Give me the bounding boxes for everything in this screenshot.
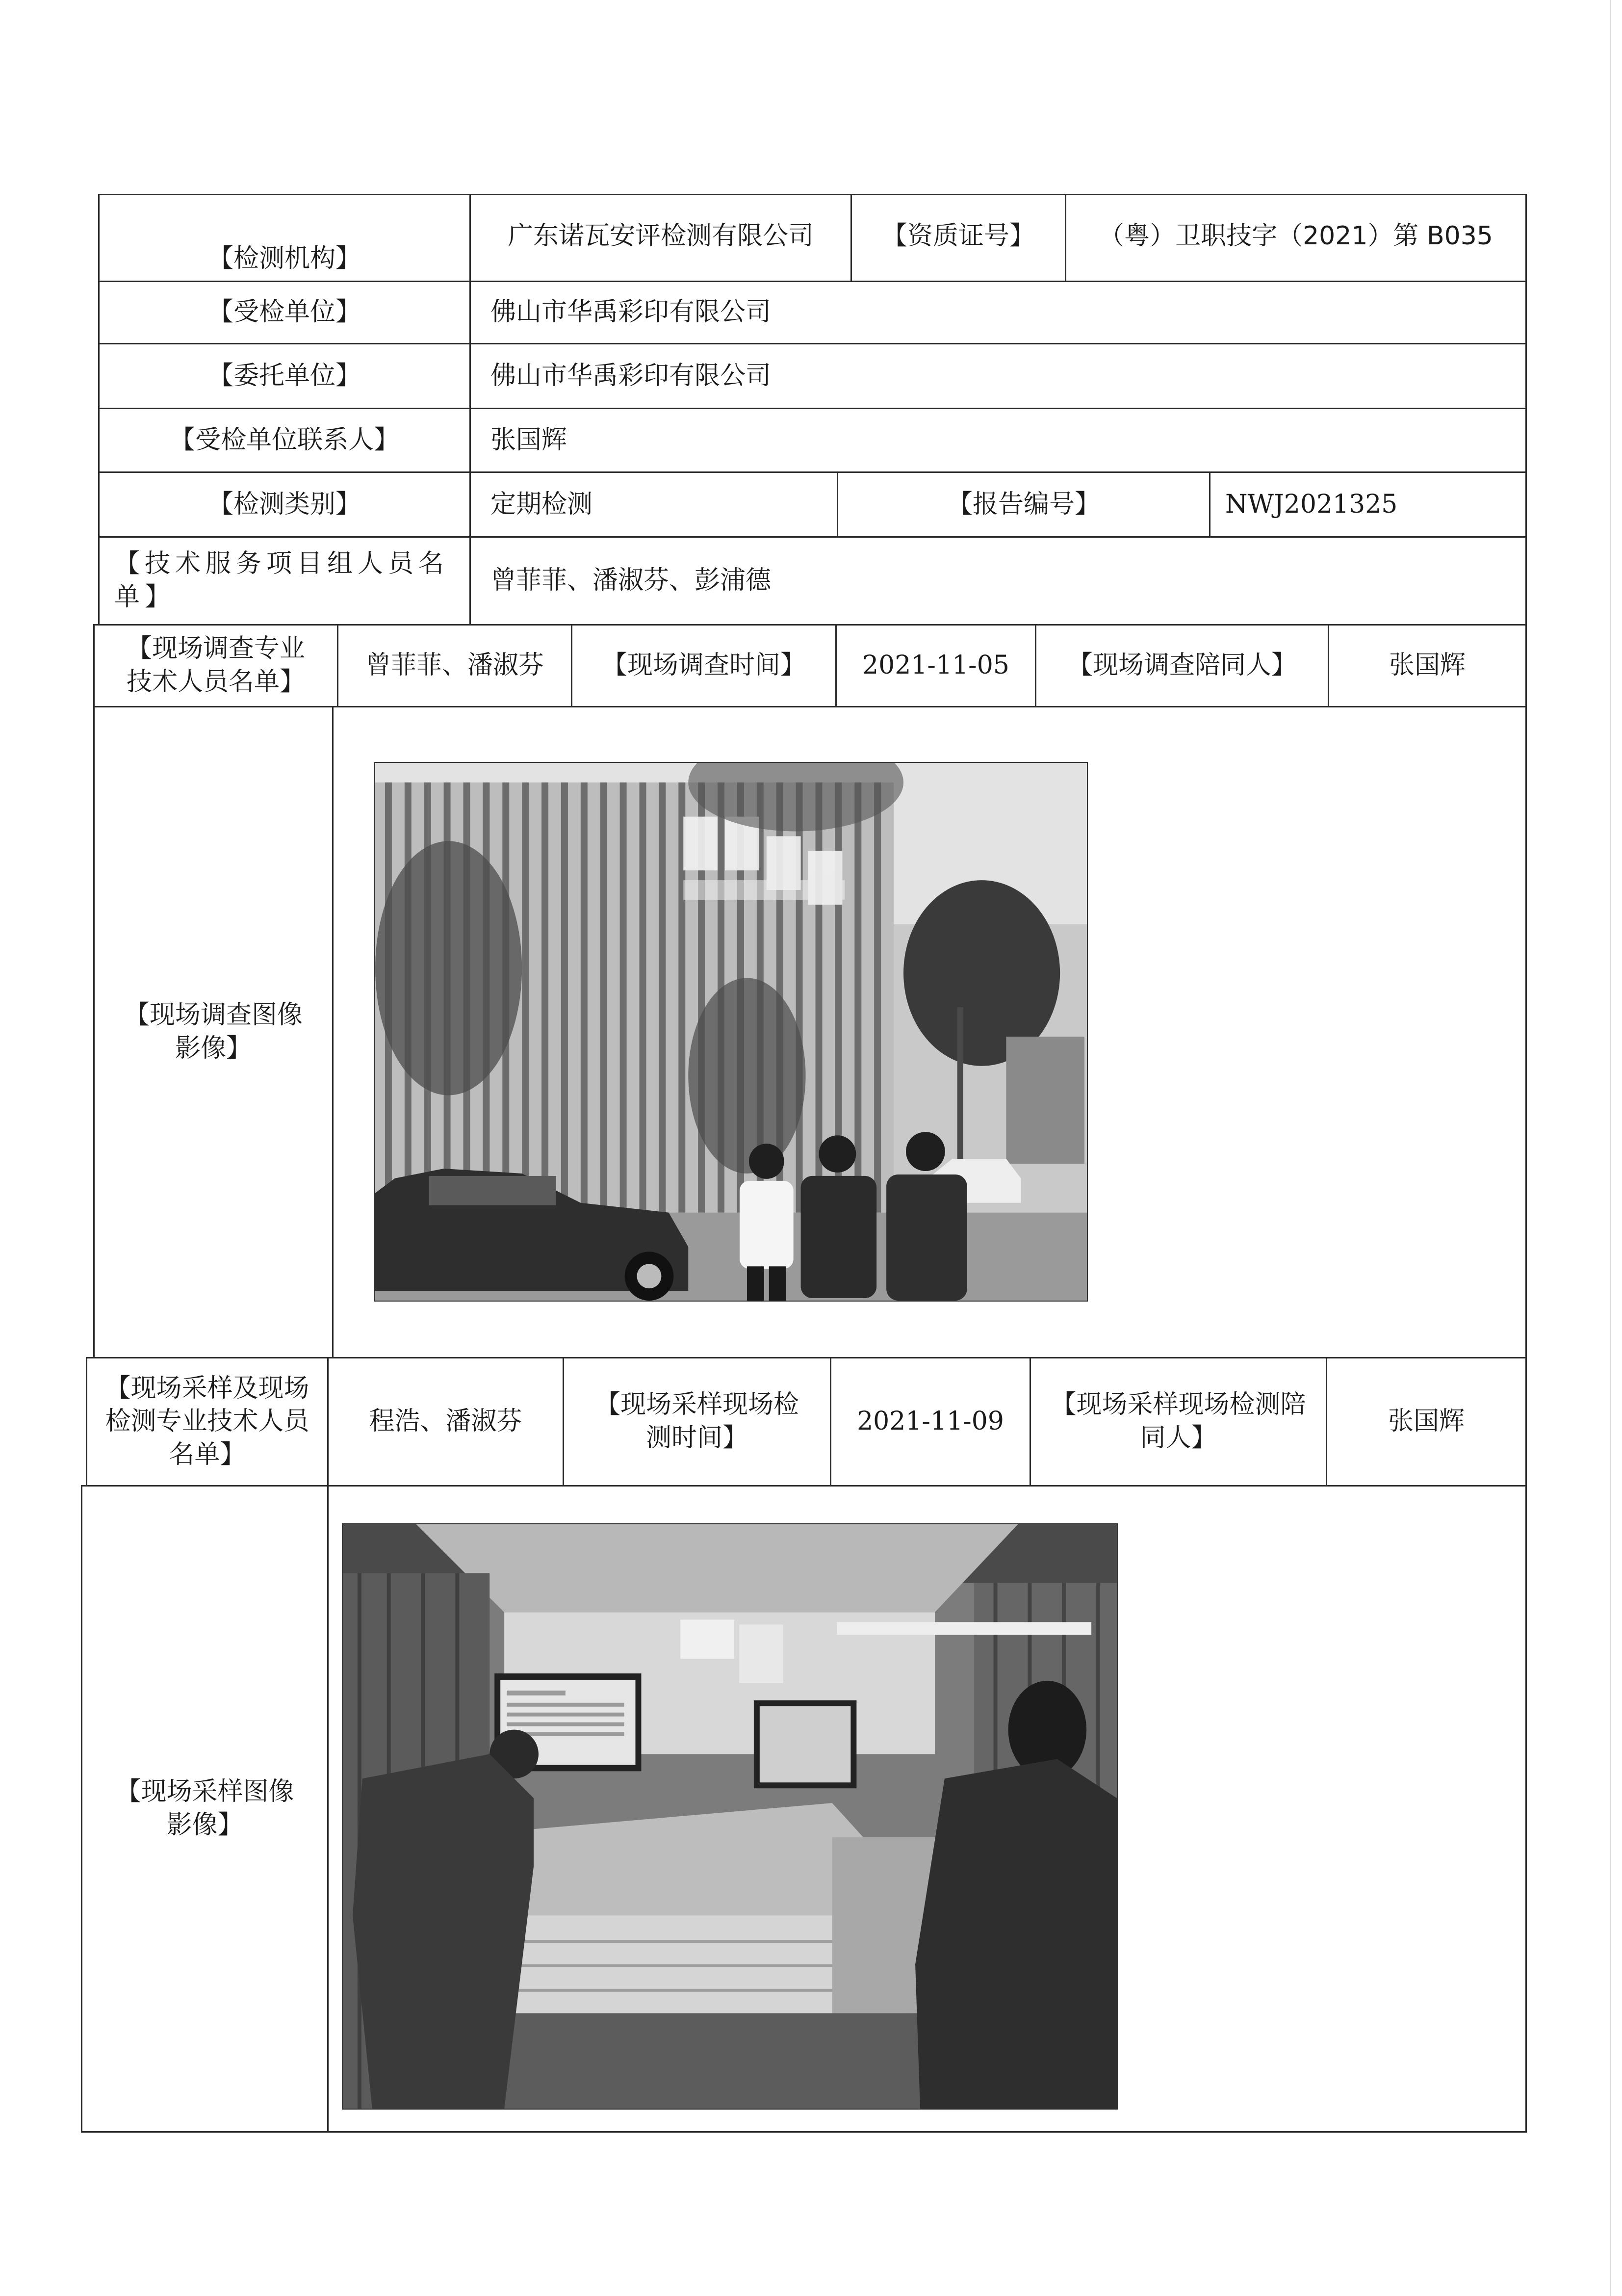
sampling-time-label: 【现场采样现场检测时间】: [563, 1357, 831, 1487]
report-value: NWJ2021325: [1209, 471, 1527, 538]
inspected-value: 佛山市华禹彩印有限公司: [469, 281, 1527, 344]
survey-staff-label: 【现场调查专业技术人员名单】: [93, 624, 338, 707]
cert-value: （粤）卫职技字（2021）第 B035: [1065, 194, 1527, 282]
survey-escort-value: 张国辉: [1328, 624, 1527, 707]
survey-photo: [374, 762, 1088, 1302]
sampling-time-value: 2021-11-09: [830, 1357, 1031, 1487]
contact-label: 【受检单位联系人】: [98, 408, 471, 473]
scan-edge-line: [1610, 0, 1611, 2296]
sampling-staff-label: 【现场采样及现场检测专业技术人员名单】: [86, 1357, 329, 1487]
sampling-escort-value: 张国辉: [1326, 1357, 1527, 1487]
contact-value: 张国辉: [469, 408, 1527, 473]
cert-label: 【资质证号】: [850, 194, 1066, 282]
team-label: 【技术服务项目组人员名单】: [98, 536, 471, 626]
sampling-image-label: 【现场采样图像影像】: [81, 1485, 329, 2133]
survey-time-value: 2021-11-05: [835, 624, 1036, 707]
agency-label: 【检测机构】: [98, 194, 471, 282]
sampling-staff-value: 程浩、潘淑芬: [327, 1357, 564, 1487]
sampling-photo-image: [343, 1524, 1117, 2109]
survey-photo-image: [375, 763, 1087, 1301]
survey-time-label: 【现场调查时间】: [571, 624, 837, 707]
team-value: 曾菲菲、潘淑芬、彭浦德: [469, 536, 1527, 626]
sampling-photo: [342, 1523, 1118, 2110]
report-label: 【报告编号】: [837, 471, 1210, 538]
client-label: 【委托单位】: [98, 343, 471, 409]
client-value: 佛山市华禹彩印有限公司: [469, 343, 1527, 409]
inspected-label: 【受检单位】: [98, 281, 471, 344]
type-label: 【检测类别】: [98, 471, 471, 538]
sampling-escort-label: 【现场采样现场检测陪同人】: [1030, 1357, 1327, 1487]
agency-value: 广东诺瓦安评检测有限公司: [469, 194, 852, 282]
survey-image-label: 【现场调查图像影像】: [93, 706, 334, 1358]
survey-escort-label: 【现场调查陪同人】: [1035, 624, 1329, 707]
survey-staff-value: 曾菲菲、潘淑芬: [337, 624, 572, 707]
type-value: 定期检测: [469, 471, 838, 538]
